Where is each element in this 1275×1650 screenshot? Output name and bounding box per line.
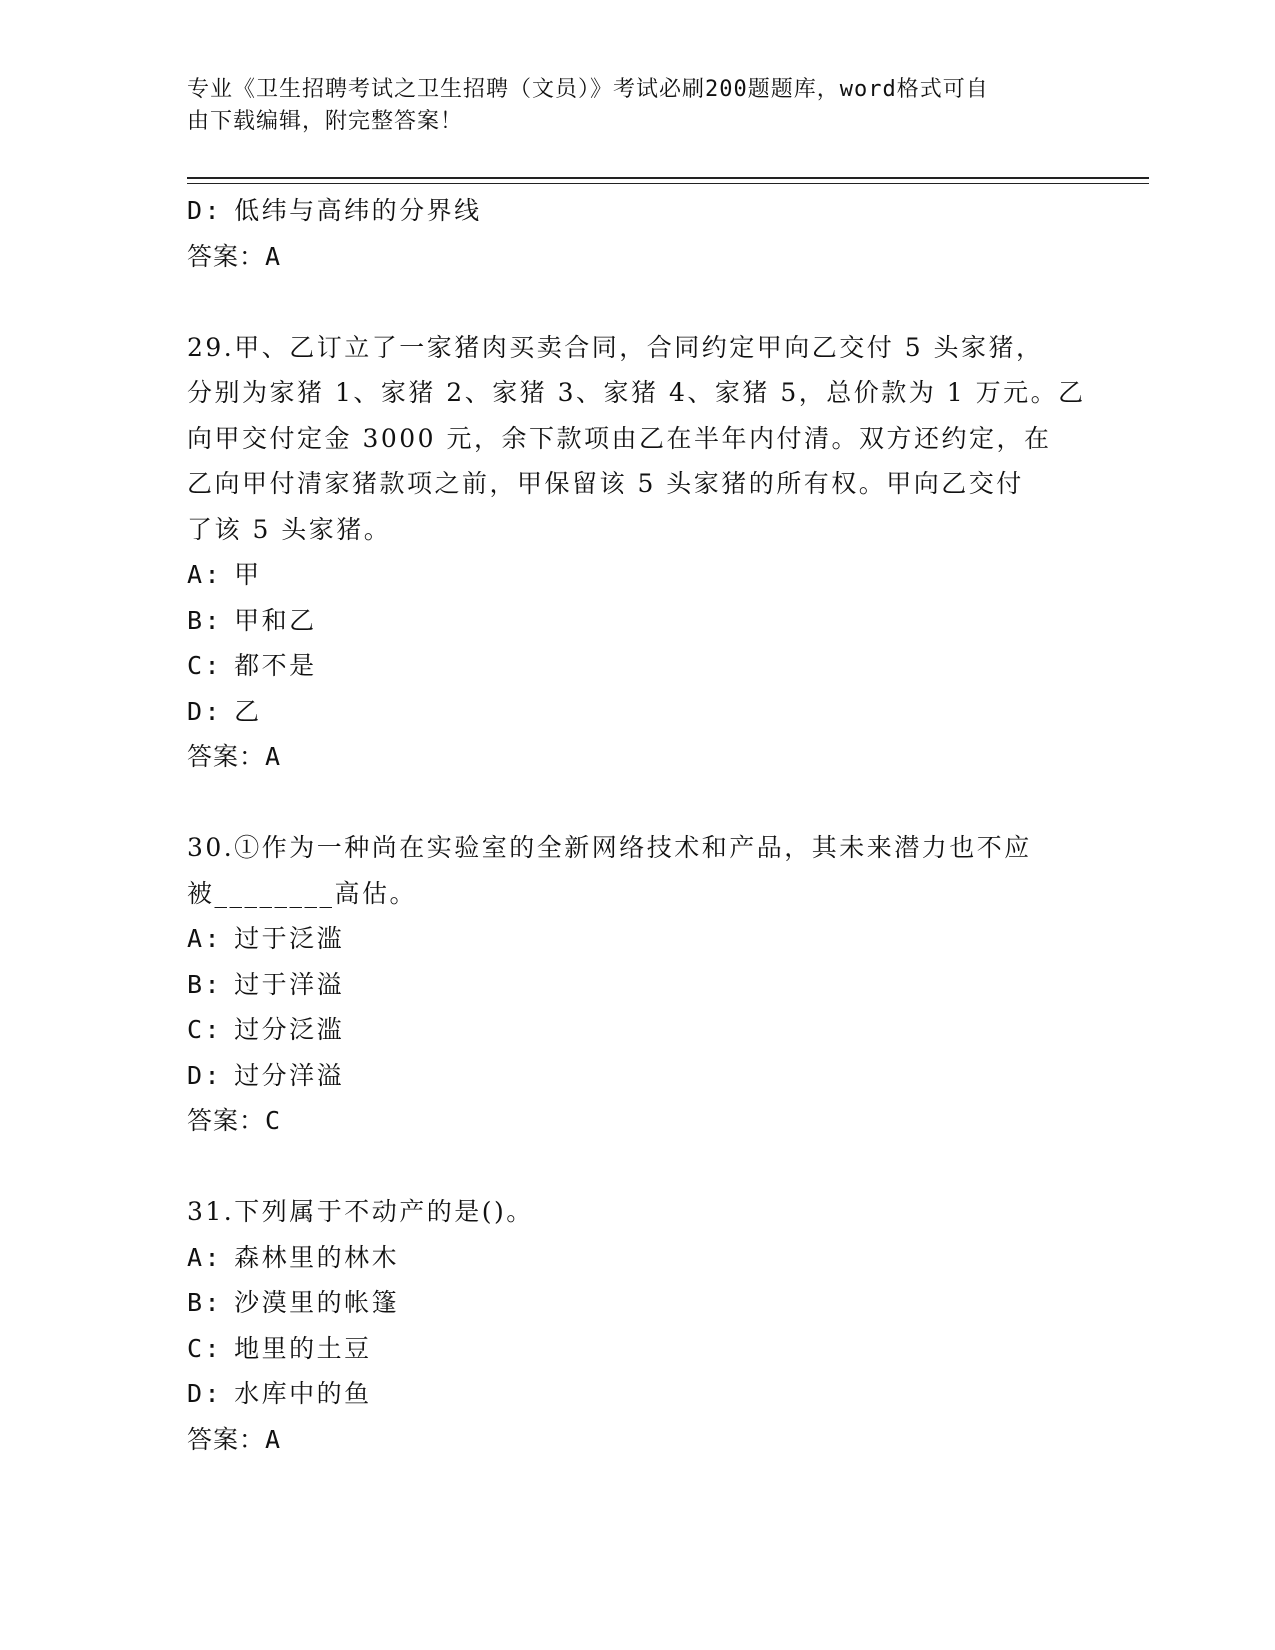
option-key: C:: [187, 1333, 223, 1363]
header-divider-thin: [187, 183, 1149, 184]
option-text: 都不是: [234, 651, 317, 680]
option-text: 过分洋溢: [234, 1060, 345, 1090]
option-b-line: [187, 1280, 1087, 1326]
question-29: [187, 325, 1087, 780]
question-31: [187, 1189, 1087, 1462]
option-c-line: [187, 1007, 1087, 1053]
option-c-line: [187, 1326, 1087, 1372]
question-stem-line: 30.①作为一种尚在实验室的全新网络技术和产品，其未来潜力也不应: [187, 833, 1032, 862]
option-key: A:: [187, 1242, 223, 1272]
spacer: [187, 780, 1087, 826]
option-key: C:: [187, 651, 223, 680]
spacer: [187, 279, 1087, 325]
answer-line: [187, 1417, 1087, 1463]
option-text: 过于洋溢: [234, 969, 345, 999]
question-30: [187, 825, 1087, 1144]
answer-label: 答案：: [187, 1106, 266, 1135]
option-key: D:: [187, 1060, 223, 1090]
option-a-line: [187, 552, 1087, 598]
question-stem-line: 向甲交付定金 3000 元，余下款项由乙在半年内付清。双方还约定，在: [187, 423, 1052, 453]
answer-label: 答案：: [187, 1424, 266, 1454]
option-key: B:: [187, 969, 223, 999]
question-stem-line: 分别为家猪 1、家猪 2、家猪 3、家猪 4、家猪 5，总价款为 1 万元。乙: [187, 378, 1086, 407]
answer-line: [187, 734, 1087, 780]
option-text: 低纬与高纬的分界线: [234, 196, 482, 225]
document-body: [187, 188, 1087, 1462]
option-key: A:: [187, 924, 223, 953]
option-text: 过分泛滥: [234, 1015, 345, 1044]
question-stem-line: 被________高估。: [187, 878, 418, 908]
answer-label: 答案：: [187, 742, 266, 771]
option-key: A:: [187, 560, 223, 589]
option-text: 水库中的鱼: [234, 1379, 372, 1408]
answer-value: C: [265, 1106, 282, 1135]
option-text: 甲: [234, 560, 262, 589]
option-key: D:: [187, 196, 223, 225]
option-text: 森林里的林木: [234, 1242, 400, 1272]
header-divider-thick: [187, 177, 1149, 179]
header-line-2: 由下载编辑，附完整答案！: [187, 109, 464, 134]
option-key: D:: [187, 1379, 223, 1408]
answer-value: A: [265, 241, 282, 271]
option-d-line: [187, 1053, 1087, 1099]
option-a-line: [187, 1235, 1087, 1281]
question-stem-line: 乙向甲付清家猪款项之前，甲保留该 5 头家猪的所有权。甲向乙交付: [187, 469, 1024, 498]
answer-line: [187, 1098, 1087, 1144]
option-b-line: [187, 962, 1087, 1008]
spacer: [187, 1144, 1087, 1190]
option-text: 地里的土豆: [234, 1333, 372, 1363]
option-text: 乙: [234, 696, 262, 726]
option-d-line: [187, 689, 1087, 735]
option-key: C:: [187, 1015, 223, 1044]
option-text: 甲和乙: [234, 605, 317, 635]
header-line-1: 专业《卫生招聘考试之卫生招聘（文员）》考试必刷200题题库，word格式可自: [187, 77, 989, 102]
option-key: B:: [187, 605, 223, 635]
option-key: D:: [187, 696, 223, 726]
option-c-line: [187, 643, 1087, 689]
option-d-line: [187, 188, 1087, 234]
answer-label: 答案：: [187, 241, 266, 271]
option-text: 过于泛滥: [234, 924, 345, 953]
option-key: B:: [187, 1288, 223, 1317]
answer-value: A: [265, 1424, 282, 1454]
document-header: [187, 74, 1067, 138]
option-b-line: [187, 598, 1087, 644]
question-stem-line: 31.下列属于不动产的是()。: [187, 1197, 534, 1226]
answer-value: A: [265, 742, 282, 771]
answer-line: [187, 234, 1087, 280]
question-stem-line: 了该 5 头家猪。: [187, 514, 392, 544]
option-text: 沙漠里的帐篷: [234, 1288, 400, 1317]
option-a-line: [187, 916, 1087, 962]
question-stem-line: 29.甲、乙订立了一家猪肉买卖合同，合同约定甲向乙交付 5 头家猪，: [187, 332, 1044, 362]
option-d-line: [187, 1371, 1087, 1417]
